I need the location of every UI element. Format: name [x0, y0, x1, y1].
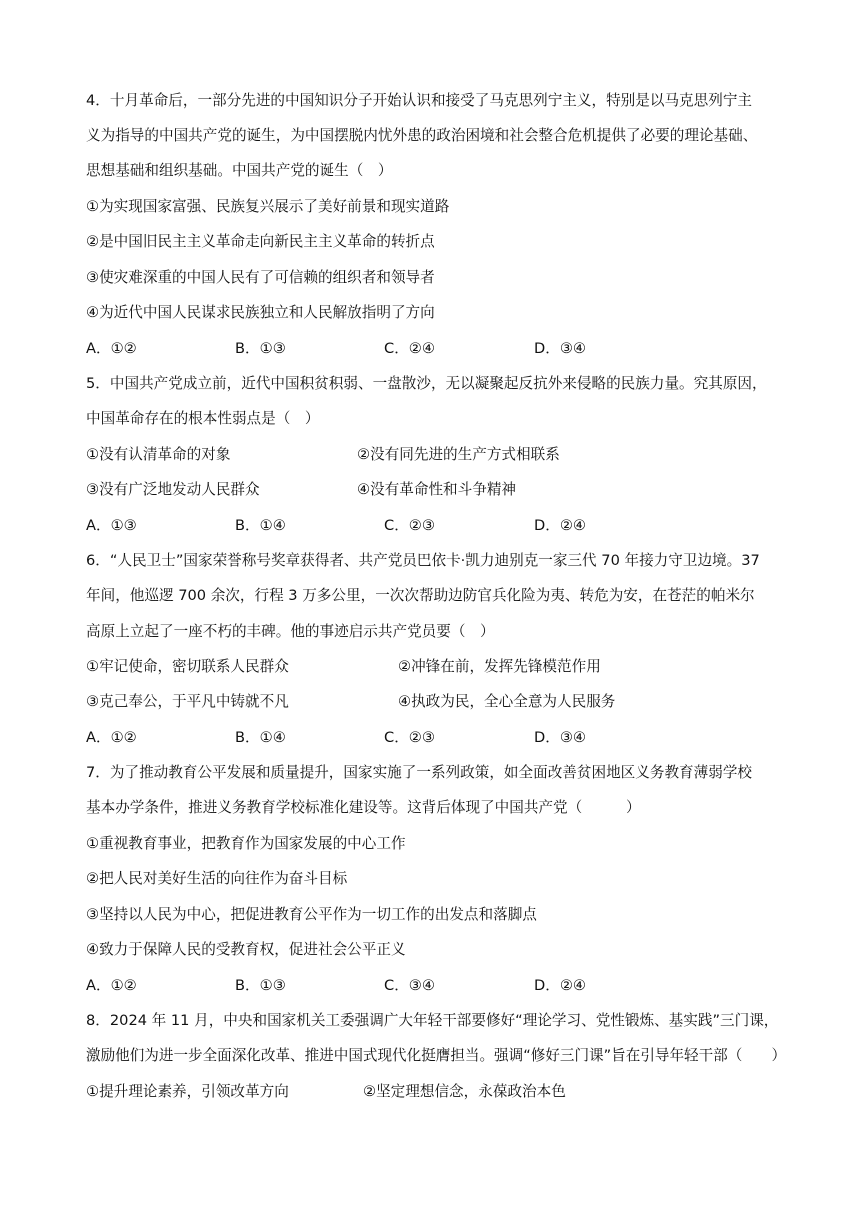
- q4-option-1: ①为实现国家富强、民族复兴展示了美好前景和现实道路: [86, 198, 450, 215]
- q5-option-3: ③没有广泛地发动人民群众: [86, 481, 260, 498]
- q4-option-3: ③使灾难深重的中国人民有了可信赖的组织者和领导者: [86, 269, 435, 286]
- q4-option-2: ②是中国旧民主主义革命走向新民主主义革命的转折点: [86, 233, 435, 250]
- q4-answer-d[interactable]: D．③④: [534, 340, 586, 357]
- q5-answer-b[interactable]: B．①④: [235, 517, 286, 534]
- q4-option-4: ④为近代中国人民谋求民族独立和人民解放指明了方向: [86, 304, 435, 321]
- q4-answer-b[interactable]: B．①③: [235, 340, 286, 357]
- q6-stem-line-1: 6．“人民卫士”国家荣誉称号奖章获得者、共产党员巴依卡·凯力迪别克一家三代 70 年接力守卫边境。37: [86, 552, 760, 569]
- q7-answer-c[interactable]: C．③④: [384, 977, 435, 994]
- q6-option-2: ②冲锋在前，发挥先锋模范作用: [398, 658, 601, 675]
- q8-option-2: ②坚定理想信念，永葆政治本色: [363, 1083, 566, 1100]
- q5-option-2: ②没有同先进的生产方式相联系: [357, 446, 560, 463]
- q7-option-4: ④致力于保障人民的受教育权，促进社会公平正义: [86, 941, 406, 958]
- q6-option-4: ④执政为民，全心全意为人民服务: [398, 693, 616, 710]
- q5-answer-a[interactable]: A．①③: [86, 517, 137, 534]
- q5-stem-line-1: 5．中国共产党成立前，近代中国积贫积弱、一盘散沙，无以凝聚起反抗外来侵略的民族力量。究其原因，: [86, 375, 767, 392]
- q7-answer-b[interactable]: B．①③: [235, 977, 286, 994]
- q8-option-1: ①提升理论素养，引领改革方向: [86, 1083, 289, 1100]
- q4-stem-line-2: 义为指导的中国共产党的诞生，为中国摆脱内忧外患的政治困境和社会整合危机提供了必要的理论基础、: [86, 127, 758, 144]
- q4-stem-line-3: 思想基础和组织基础。中国共产党的诞生（ ）: [86, 162, 393, 179]
- q5-stem-line-2: 中国革命存在的根本性弱点是（ ）: [86, 410, 320, 427]
- q5-answer-c[interactable]: C．②③: [384, 517, 435, 534]
- q8-stem-line-2: 激励他们为进一步全面深化改革、推进中国式现代化挺膺担当。强调“修好三门课”旨在引导年轻干部（ ）: [86, 1047, 787, 1064]
- q6-answer-b[interactable]: B．①④: [235, 729, 286, 746]
- q4-answer-c[interactable]: C．②④: [384, 340, 435, 357]
- q6-option-1: ①牢记使命，密切联系人民群众: [86, 658, 289, 675]
- q7-stem-line-2: 基本办学条件，推进义务教育学校标准化建设等。这背后体现了中国共产党（ ）: [86, 799, 641, 816]
- q7-answer-a[interactable]: A．①②: [86, 977, 137, 994]
- q7-option-2: ②把人民对美好生活的向往作为奋斗目标: [86, 870, 348, 887]
- q5-answer-d[interactable]: D．②④: [534, 517, 586, 534]
- q6-answer-a[interactable]: A．①②: [86, 729, 137, 746]
- q5-option-1: ①没有认清革命的对象: [86, 446, 231, 463]
- q4-stem-line-1: 4．十月革命后，一部分先进的中国知识分子开始认识和接受了马克思列宁主义，特别是以马克思列宁主: [86, 92, 753, 109]
- q6-stem-line-2: 年间，他巡逻 700 余次，行程 3 万多公里，一次次帮助边防官兵化险为夷、转危为安，在苍茫的帕米尔: [86, 587, 755, 604]
- q6-answer-d[interactable]: D．③④: [534, 729, 586, 746]
- q4-answer-a[interactable]: A．①②: [86, 340, 137, 357]
- q7-answer-d[interactable]: D．②④: [534, 977, 586, 994]
- q6-answer-c[interactable]: C．②③: [384, 729, 435, 746]
- q6-stem-line-3: 高原上立起了一座不朽的丰碑。他的事迹启示共产党员要（ ）: [86, 623, 495, 640]
- q8-stem-line-1: 8．2024 年 11 月，中央和国家机关工委强调广大年轻干部要修好“理论学习、党性锻炼、基实践”三门课，: [86, 1012, 779, 1029]
- q6-option-3: ③克己奉公，于平凡中铸就不凡: [86, 693, 289, 710]
- q7-stem-line-1: 7．为了推动教育公平发展和质量提升，国家实施了一系列政策，如全面改善贫困地区义务教育薄弱学校: [86, 764, 753, 781]
- q7-option-1: ①重视教育事业，把教育作为国家发展的中心工作: [86, 835, 406, 852]
- q7-option-3: ③坚持以人民为中心，把促进教育公平作为一切工作的出发点和落脚点: [86, 906, 537, 923]
- q5-option-4: ④没有革命性和斗争精神: [357, 481, 517, 498]
